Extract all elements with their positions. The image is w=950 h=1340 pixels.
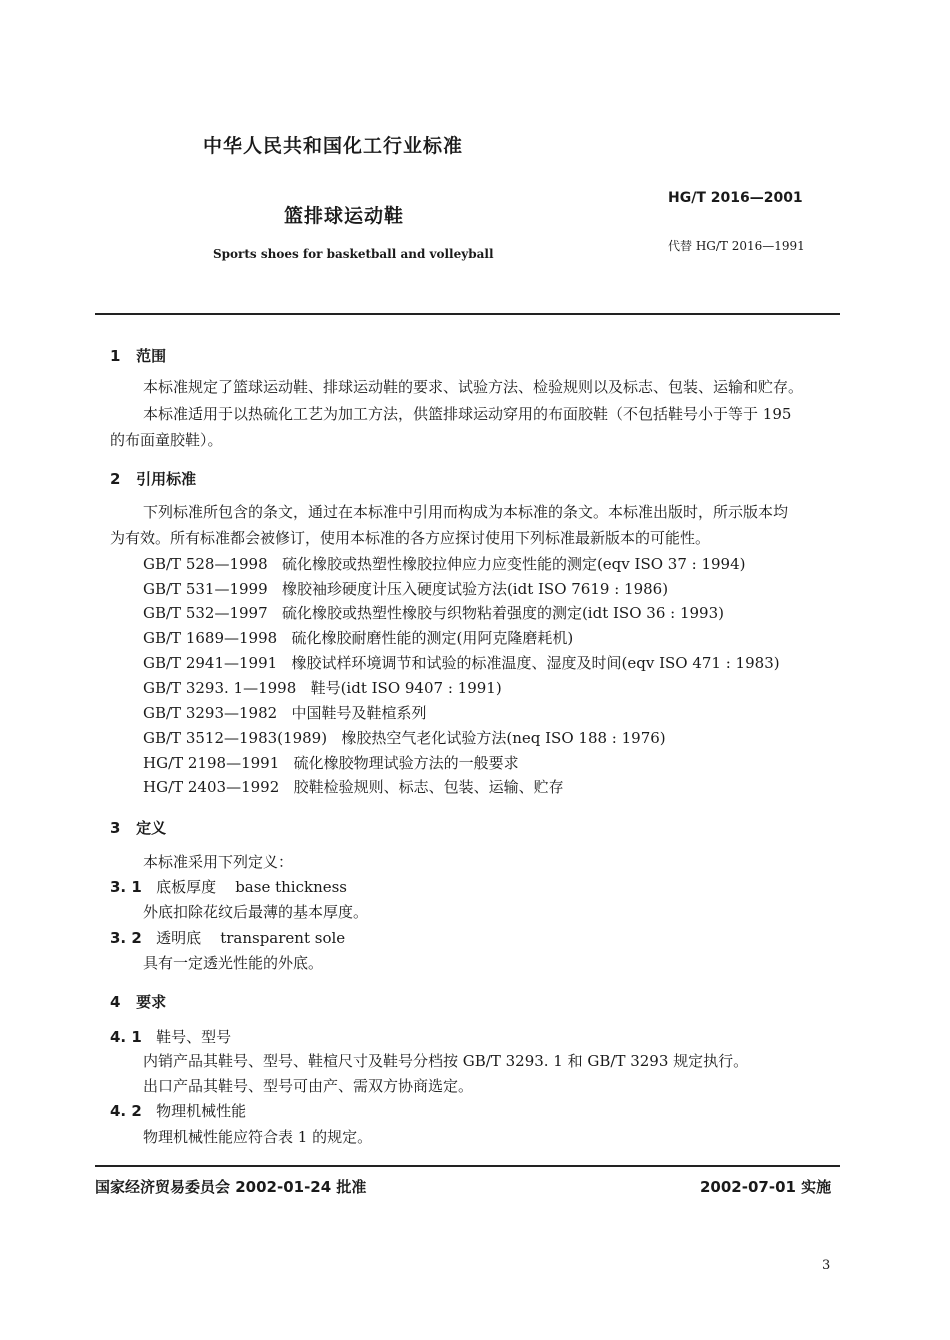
reference-entry <box>143 579 668 599</box>
reference-title: 硫化橡胶或热塑性橡胶与织物粘着强度的测定(idt ISO 36 : 1993) <box>281 604 724 622</box>
paragraph: 出口产品其鞋号、型号可由产、需双方协商选定。 <box>143 1077 474 1095</box>
replaces-standard: 代替 HG/T 2016—1991 <box>668 239 805 253</box>
section-number: 4 <box>110 993 121 1011</box>
paragraph: 本标准规定了篮球运动鞋、排球运动鞋的要求、试验方法、检验规则以及标志、包装、运输和贮存。 <box>143 378 804 396</box>
definition-term: 底板厚度 <box>156 878 217 896</box>
subsection-number: 4. 2 <box>110 1102 142 1120</box>
definition-term-en: base thickness <box>235 878 347 896</box>
reference-code: HG/T 2198—1991 <box>143 754 280 772</box>
section-title: 引用标准 <box>136 470 197 488</box>
definition-text: 具有一定透光性能的外底。 <box>143 954 324 972</box>
reference-code: GB/T 528—1998 <box>143 555 268 573</box>
reference-code: HG/T 2403—1992 <box>143 778 280 796</box>
reference-entry <box>143 703 427 723</box>
definition-term-en: transparent sole <box>220 929 346 947</box>
reference-title: 硫化橡胶耐磨性能的测定(用阿克隆磨耗机) <box>291 629 574 647</box>
reference-code: GB/T 531—1999 <box>143 580 268 598</box>
reference-code: GB/T 1689—1998 <box>143 629 278 647</box>
section-title: 定义 <box>136 819 167 837</box>
standard-number: HG/T 2016—2001 <box>668 190 803 206</box>
section-4-heading <box>110 991 166 1012</box>
paragraph: 的布面童胶鞋）。 <box>110 431 223 449</box>
approval-info: 国家经济贸易委员会 2002-01-24 批准 <box>95 1178 367 1196</box>
definition-heading <box>110 928 345 948</box>
reference-code: GB/T 532—1997 <box>143 604 268 622</box>
subsection-heading <box>110 1027 231 1047</box>
reference-title: 橡胶试样环境调节和试验的标准温度、湿度及时间(eqv ISO 471 : 1983) <box>291 654 780 672</box>
section-title: 要求 <box>136 993 167 1011</box>
reference-entry <box>143 554 746 574</box>
subsection-title: 物理机械性能 <box>156 1102 247 1120</box>
reference-entry <box>143 678 502 698</box>
section-1-heading <box>110 345 166 366</box>
paragraph: 下列标准所包含的条文，通过在本标准中引用而构成为本标准的条文。本标准出版时，所示版本均 <box>143 503 789 521</box>
definition-term: 透明底 <box>156 929 202 947</box>
definition-heading <box>110 877 347 897</box>
page-number: 3 <box>822 1258 831 1273</box>
section-3-heading <box>110 817 166 838</box>
definition-number: 3. 2 <box>110 929 142 947</box>
section-title: 范围 <box>136 347 167 365</box>
agency-title: 中华人民共和国化工行业标准 <box>203 135 464 157</box>
subsection-heading <box>110 1101 246 1121</box>
paragraph: 内销产品其鞋号、型号、鞋楦尺寸及鞋号分档按 GB/T 3293. 1 和 GB/T 3293 规定执行。 <box>143 1052 749 1070</box>
reference-title: 硫化橡胶或热塑性橡胶拉伸应力应变性能的测定(eqv ISO 37 : 1994) <box>281 555 746 573</box>
reference-code: GB/T 3512—1983(1989) <box>143 729 328 747</box>
footer-divider <box>95 1165 840 1167</box>
subsection-title: 鞋号、型号 <box>156 1028 232 1046</box>
doc-title-cn: 篮排球运动鞋 <box>284 205 405 227</box>
definition-number: 3. 1 <box>110 878 142 896</box>
implementation-date: 2002-07-01 实施 <box>700 1178 832 1196</box>
reference-title: 胶鞋检验规则、标志、包装、运输、贮存 <box>293 778 564 796</box>
paragraph: 物理机械性能应符合表 1 的规定。 <box>143 1128 373 1146</box>
header-divider <box>95 313 840 315</box>
subsection-number: 4. 1 <box>110 1028 142 1046</box>
section-2-heading <box>110 468 196 489</box>
paragraph: 本标准采用下列定义： <box>143 853 294 871</box>
reference-entry <box>143 603 724 623</box>
section-number: 2 <box>110 470 121 488</box>
reference-title: 中国鞋号及鞋楦系列 <box>291 704 427 722</box>
reference-code: GB/T 3293. 1—1998 <box>143 679 297 697</box>
reference-entry <box>143 728 666 748</box>
reference-code: GB/T 2941—1991 <box>143 654 278 672</box>
section-number: 3 <box>110 819 121 837</box>
reference-entry <box>143 777 564 797</box>
reference-entry <box>143 628 573 648</box>
reference-title: 橡胶热空气老化试验方法(neq ISO 188 : 1976) <box>341 729 666 747</box>
reference-entry <box>143 653 780 673</box>
paragraph: 本标准适用于以热硫化工艺为加工方法，供篮排球运动穿用的布面胶鞋（不包括鞋号小于等于 195 <box>143 405 792 423</box>
section-number: 1 <box>110 347 121 365</box>
paragraph: 为有效。所有标准都会被修订，使用本标准的各方应探讨使用下列标准最新版本的可能性。 <box>110 529 711 547</box>
reference-title: 硫化橡胶物理试验方法的一般要求 <box>293 754 519 772</box>
reference-title: 鞋号(idt ISO 9407 : 1991) <box>310 679 502 697</box>
doc-title-en: Sports shoes for basketball and volleyball <box>213 247 494 261</box>
definition-text: 外底扣除花纹后最薄的基本厚度。 <box>143 903 369 921</box>
reference-title: 橡胶袖珍硬度计压入硬度试验方法(idt ISO 7619 : 1986) <box>281 580 669 598</box>
reference-entry <box>143 753 519 773</box>
reference-code: GB/T 3293—1982 <box>143 704 278 722</box>
